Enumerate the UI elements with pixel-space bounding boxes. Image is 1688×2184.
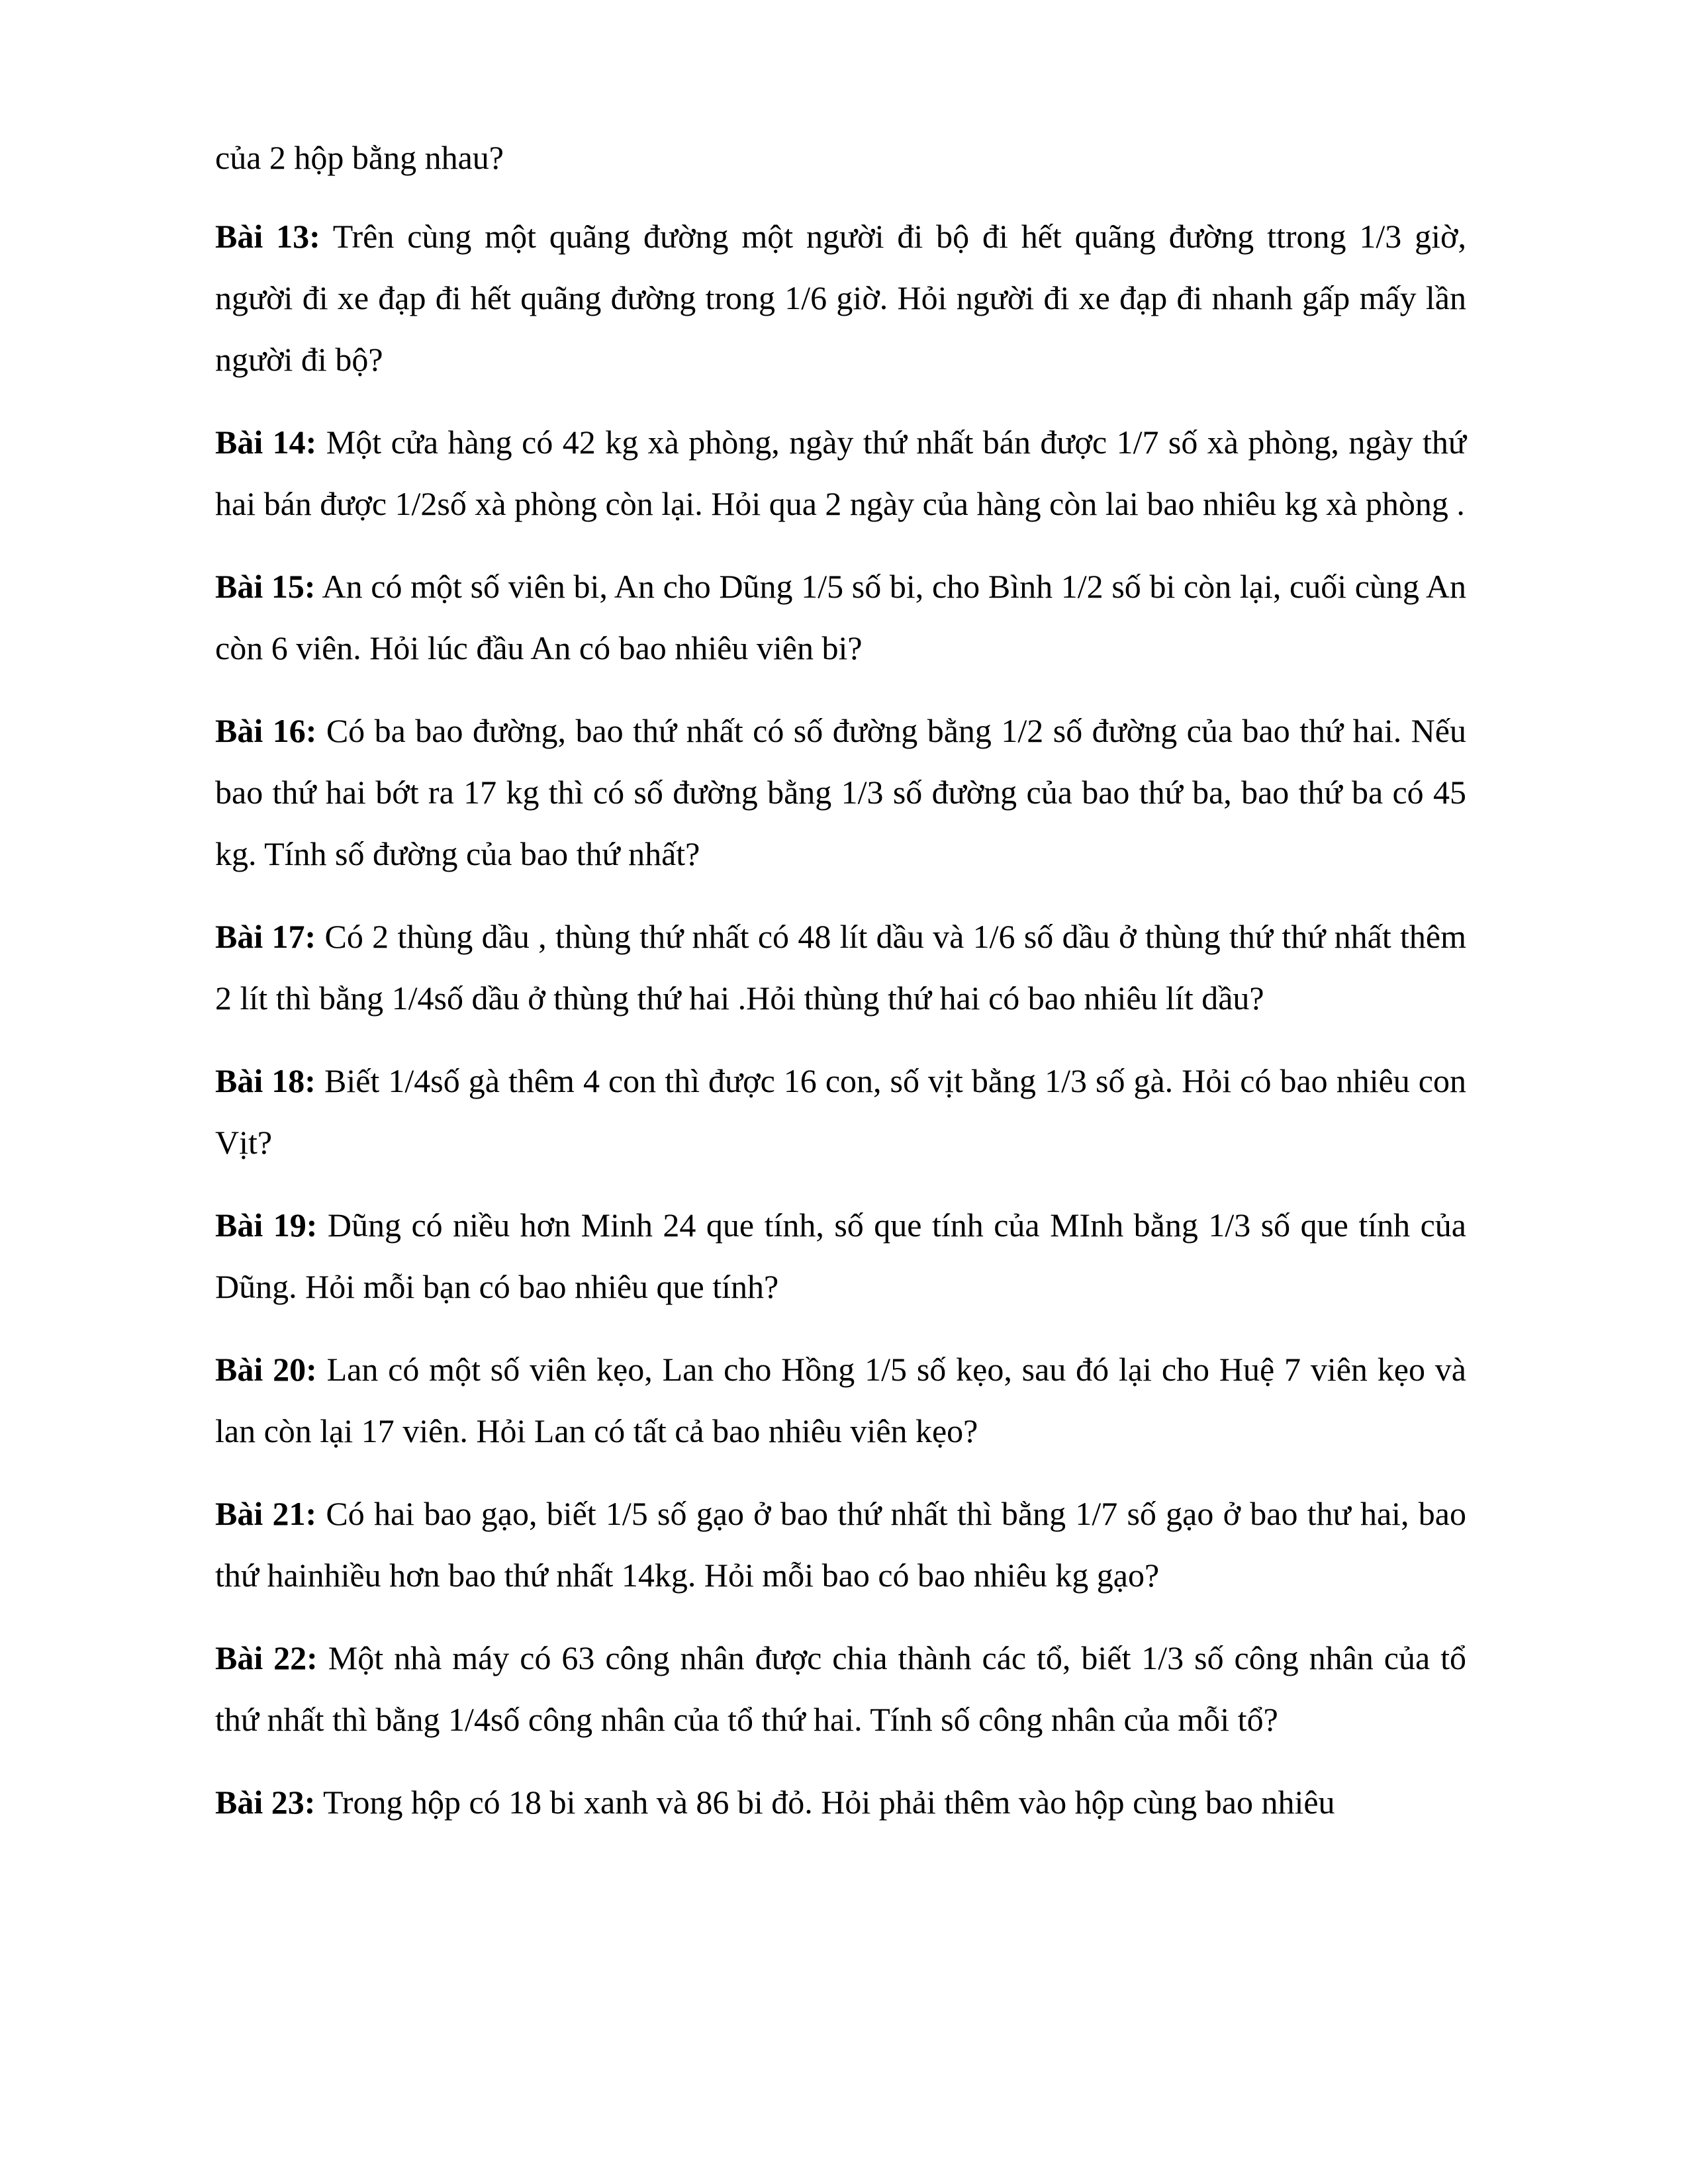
problem-19 bbox=[215, 1195, 1466, 1318]
problem-16 bbox=[215, 700, 1466, 885]
problem-text: Một cửa hàng có 42 kg xà phòng, ngày thứ nhất bán được 1/7 số xà phòng, ngày thứ hai bán được 1/2số xà phòng còn lại. Hỏi qua 2 ngày của hàng còn lai bao nhiêu kg xà phòng . bbox=[215, 424, 1466, 522]
problem-18 bbox=[215, 1050, 1466, 1173]
problem-label: Bài 17: bbox=[215, 918, 316, 955]
problem-label: Bài 16: bbox=[215, 712, 317, 749]
problem-label: Bài 22: bbox=[215, 1639, 318, 1676]
problem-text: An có một số viên bi, An cho Dũng 1/5 số bi, cho Bình 1/2 số bi còn lại, cuối cùng An còn 6 viên. Hỏi lúc đầu An có bao nhiêu viên bi? bbox=[215, 568, 1466, 666]
problem-17 bbox=[215, 906, 1466, 1029]
problem-label: Bài 19: bbox=[215, 1206, 318, 1244]
problem-text: Có ba bao đường, bao thứ nhất có số đường bằng 1/2 số đường của bao thứ hai. Nếu bao thứ hai bớt ra 17 kg thì có số đường bằng 1/3 số đường của bao thứ ba, bao thứ ba có 45 kg. Tính số đường của bao thứ nhất? bbox=[215, 712, 1466, 872]
continuation-text: của 2 hộp bằng nhau? bbox=[215, 139, 504, 176]
problem-20 bbox=[215, 1339, 1466, 1462]
problem-22 bbox=[215, 1627, 1466, 1751]
problem-text: Dũng có niều hơn Minh 24 que tính, số que tính của MInh bằng 1/3 số que tính của Dũng. Hỏi mỗi bạn có bao nhiêu que tính? bbox=[215, 1206, 1466, 1305]
problem-15 bbox=[215, 556, 1466, 679]
problem-text: Có hai bao gạo, biết 1/5 số gạo ở bao thứ nhất thì bằng 1/7 số gạo ở bao thư hai, bao thứ hainhiều hơn bao thứ nhất 14kg. Hỏi mỗi bao có bao nhiêu kg gạo? bbox=[215, 1495, 1466, 1594]
problem-text: Một nhà máy có 63 công nhân được chia thành các tổ, biết 1/3 số công nhân của tổ thứ nhất thì bằng 1/4số công nhân của tổ thứ hai. Tính số công nhân của mỗi tổ? bbox=[215, 1639, 1466, 1738]
problem-text: Biết 1/4số gà thêm 4 con thì được 16 con, số vịt bằng 1/3 số gà. Hỏi có bao nhiêu con Vịt? bbox=[215, 1062, 1467, 1161]
problem-text: Trong hộp có 18 bi xanh và 86 bi đỏ. Hỏi phải thêm vào hộp cùng bao nhiêu bbox=[323, 1784, 1335, 1821]
problem-21 bbox=[215, 1483, 1466, 1606]
problem-label: Bài 14: bbox=[215, 424, 317, 461]
problem-13 bbox=[215, 206, 1466, 390]
problem-text: Trên cùng một quãng đường một người đi bộ đi hết quãng đường ttrong 1/3 giờ, người đi xe đạp đi hết quãng đường trong 1/6 giờ. Hỏi người đi xe đạp đi nhanh gấp mấy lần người đi bộ? bbox=[215, 218, 1466, 378]
document-page bbox=[215, 127, 1466, 1854]
problem-label: Bài 20: bbox=[215, 1351, 317, 1388]
problem-23 bbox=[215, 1772, 1466, 1833]
problem-14 bbox=[215, 412, 1466, 535]
problem-text: Có 2 thùng dầu , thùng thứ nhất có 48 lít dầu và 1/6 số dầu ở thùng thứ thứ nhất thêm 2 lít thì bằng 1/4số dầu ở thùng thứ hai .Hỏi thùng thứ hai có bao nhiêu lít dầu? bbox=[215, 918, 1466, 1017]
problem-text: Lan có một số viên kẹo, Lan cho Hồng 1/5 số kẹo, sau đó lại cho Huệ 7 viên kẹo và lan còn lại 17 viên. Hỏi Lan có tất cả bao nhiêu viên kẹo? bbox=[215, 1351, 1466, 1449]
problem-label: Bài 18: bbox=[215, 1062, 316, 1099]
problem-label: Bài 21: bbox=[215, 1495, 317, 1532]
problem-label: Bài 23: bbox=[215, 1784, 316, 1821]
problem-label: Bài 15: bbox=[215, 568, 316, 605]
problem-label: Bài 13: bbox=[215, 218, 320, 255]
